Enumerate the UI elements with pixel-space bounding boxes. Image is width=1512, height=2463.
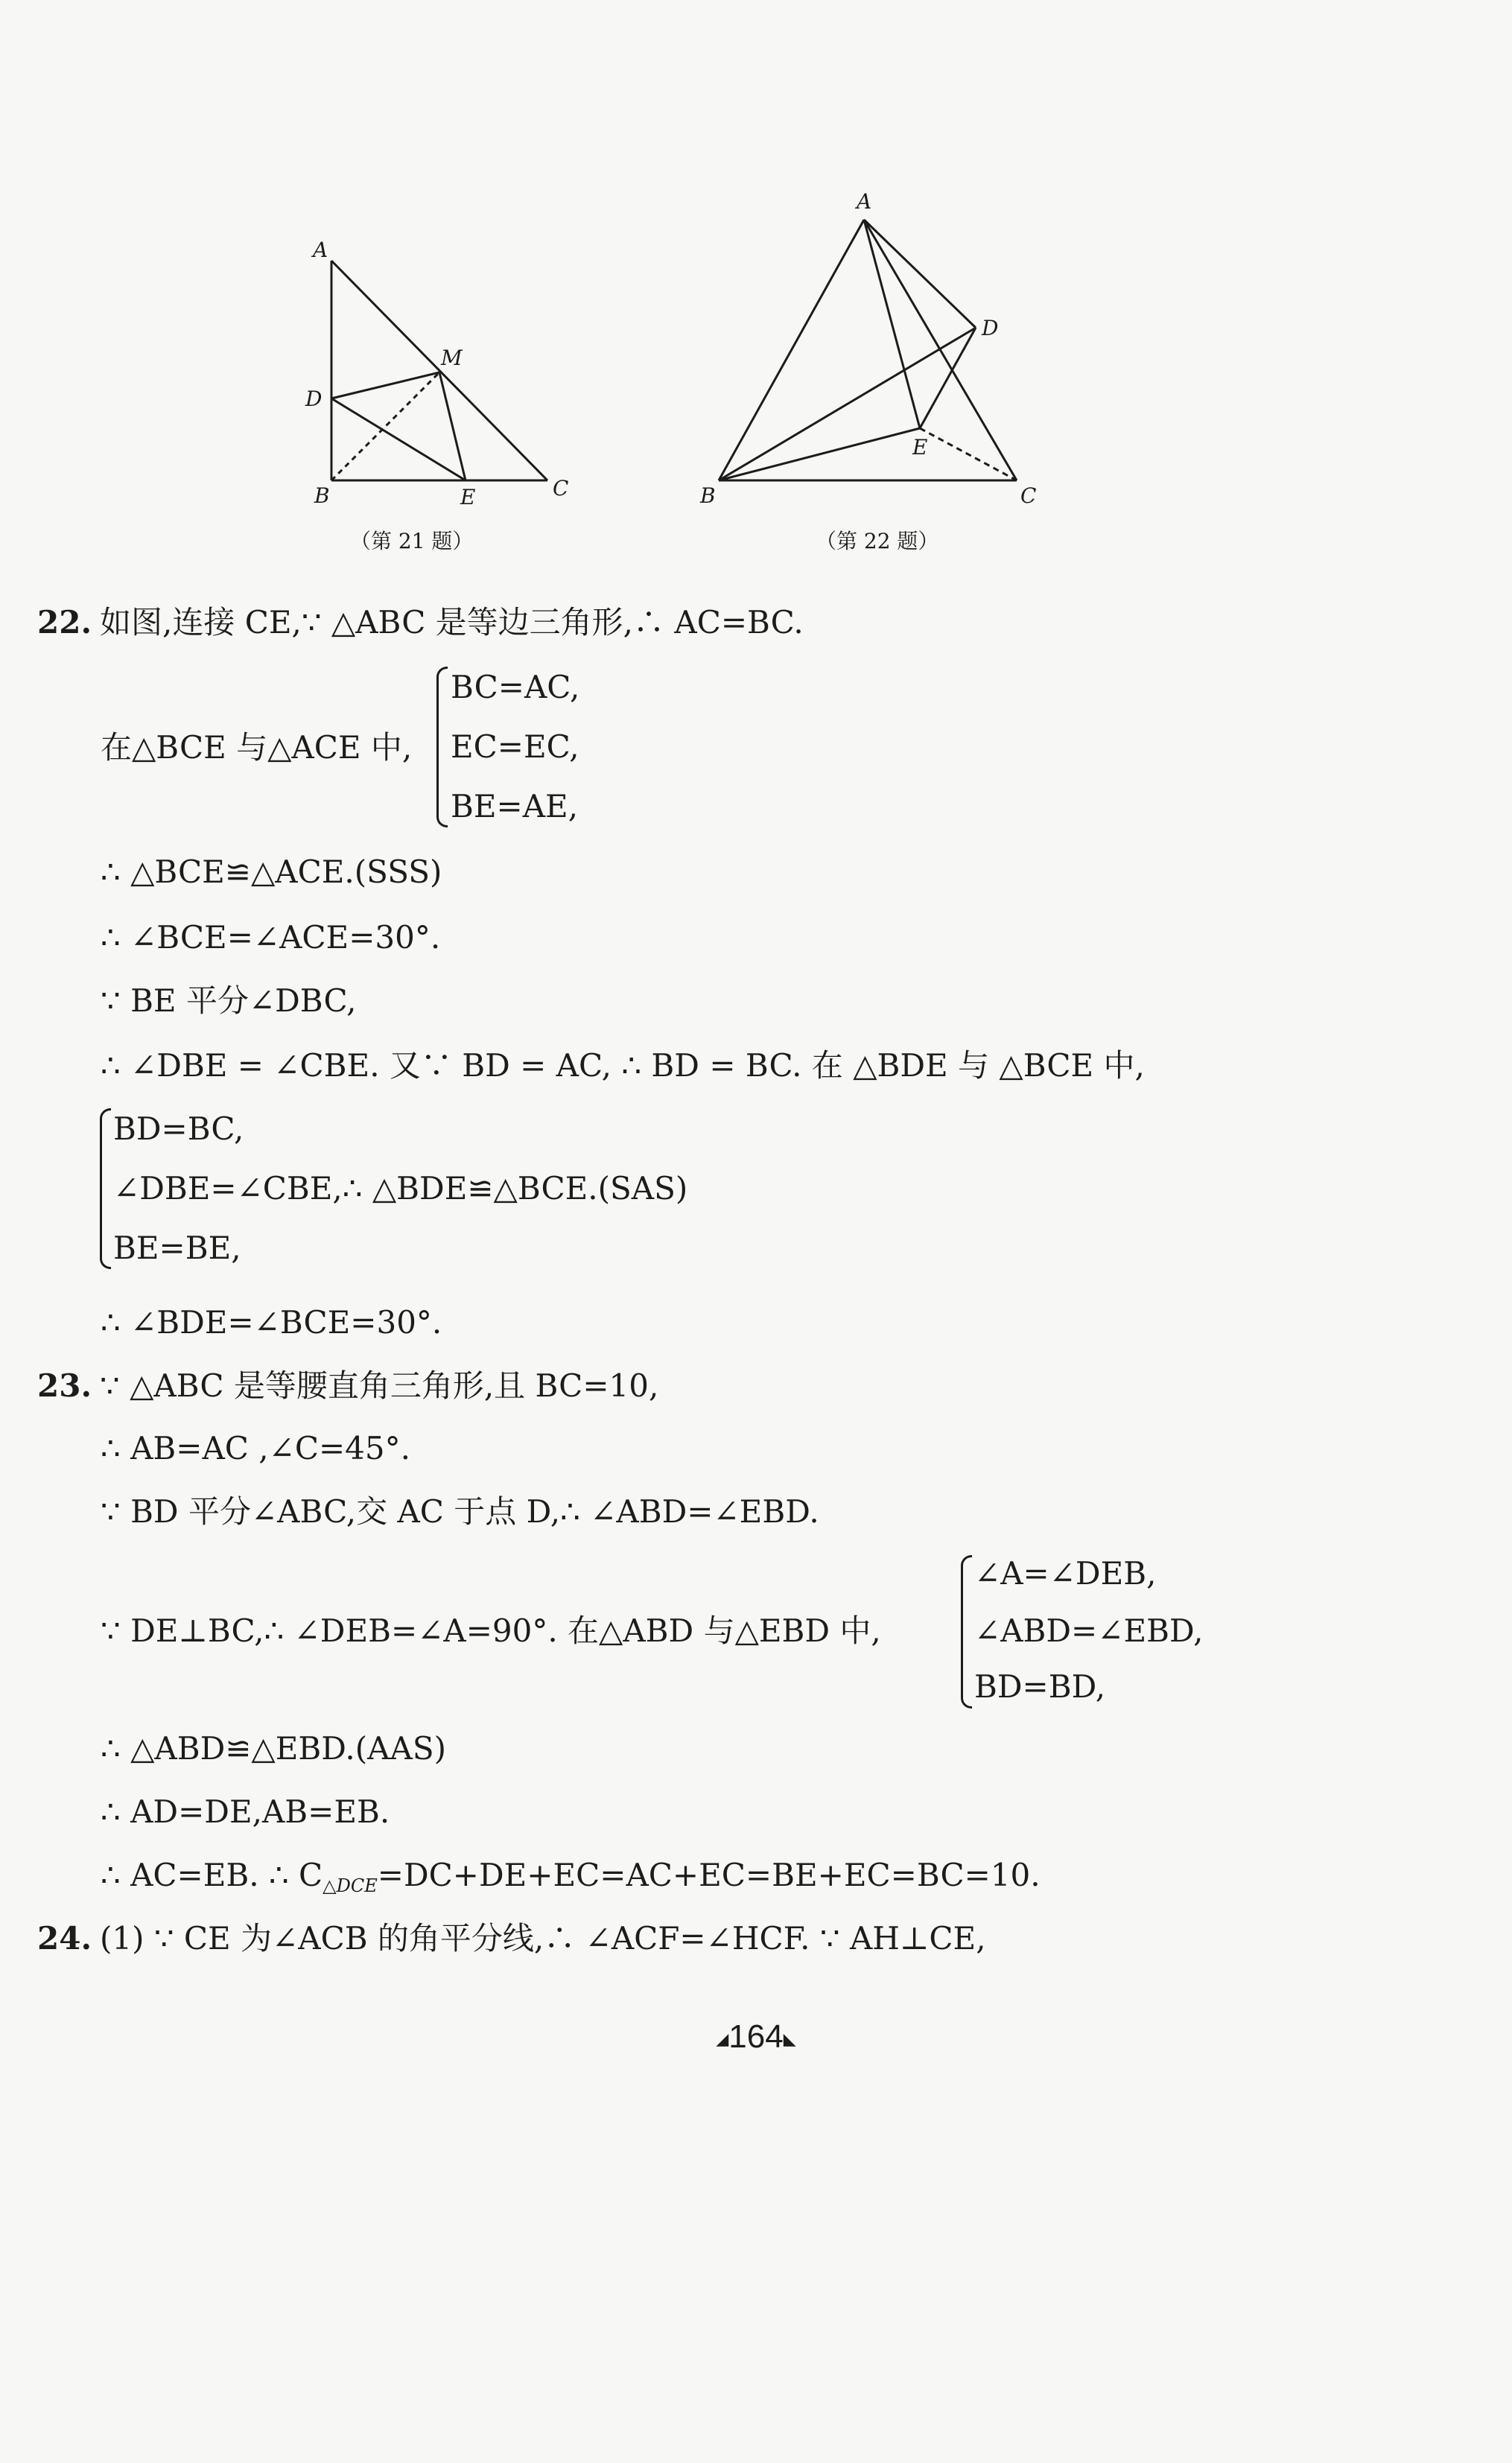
figure-22-caption: （第 22 题） <box>816 529 939 553</box>
q22-brace-2 <box>100 1108 111 1269</box>
figure-21 <box>298 238 581 506</box>
fig21-label-c: C <box>553 476 569 500</box>
q23-system-b: ∠ABD=∠EBD, <box>974 1612 1204 1649</box>
q24-text-1: (1) ∵ CE 为∠ACB 的角平分线,∴ ∠ACF=∠HCF. ∵ AH⊥CE, <box>100 1920 986 1957</box>
q23-text-1: ∵ △ABC 是等腰直角三角形,且 BC=10, <box>100 1367 659 1404</box>
q22-system-2-b: ∠DBE=∠CBE,∴ △BDE≌△BCE.(SAS) <box>113 1170 688 1207</box>
q22-brace-1 <box>436 667 448 827</box>
fig21-label-e: E <box>460 485 476 506</box>
q23-text-6b: =DC+DE+EC=AC+EC=BE+EC=BC=10. <box>377 1857 1041 1893</box>
q22-text-1: 如图,连接 CE,∵ △ABC 是等边三角形,∴ AC=BC. <box>100 604 804 641</box>
q22-system-1-a: BC=AC, <box>451 669 580 705</box>
q23-line-1 <box>37 1365 658 1407</box>
q23-number: 23. <box>37 1367 92 1404</box>
q22-system-1-c: BE=AE, <box>451 788 579 824</box>
q22-line-6: ∴ ∠DBE = ∠CBE. 又∵ BD = AC, ∴ BD = BC. 在 △BDE 与 △BCE 中, <box>101 1047 1145 1084</box>
q22-line-7: ∴ ∠BDE=∠BCE=30°. <box>101 1304 442 1341</box>
q23-line-6 <box>101 1855 1041 1907</box>
q22-line-1 <box>37 602 804 643</box>
fig21-label-d: D <box>305 387 323 411</box>
q22-number: 22. <box>37 604 92 641</box>
fig22-label-c: C <box>1020 483 1037 506</box>
q23-line-4: ∴ △ABD≌△EBD.(AAS) <box>101 1730 446 1767</box>
figure-22 <box>685 186 1058 506</box>
fig22-label-d: D <box>982 316 999 340</box>
q22-system-2-a: BD=BC, <box>113 1110 244 1147</box>
q24-number: 24. <box>37 1920 92 1957</box>
figure-21-caption: （第 21 题） <box>350 529 474 553</box>
q23-text-6-sub: △DCE <box>323 1875 378 1896</box>
q23-system-a: ∠A=∠DEB, <box>974 1555 1157 1592</box>
q22-system-2-c: BE=BE, <box>113 1230 241 1266</box>
q23-system-c: BD=BD, <box>974 1668 1106 1705</box>
q22-system-1-b: EC=EC, <box>451 728 579 765</box>
q23-line-2: ∴ AB=AC ,∠C=45°. <box>101 1430 410 1466</box>
q23-line-3: ∵ BD 平分∠ABC,交 AC 于点 D,∴ ∠ABD=∠EBD. <box>101 1493 819 1530</box>
page-marker-left-icon: ◢ <box>716 2030 729 2048</box>
q24-line-1 <box>37 1918 986 1960</box>
q22-line-5: ∵ BE 平分∠DBC, <box>101 982 357 1019</box>
fig21-label-m: M <box>441 346 463 370</box>
q22-line-4: ∴ ∠BCE=∠ACE=30°. <box>101 919 441 956</box>
q23-text-6a: ∴ AC=EB. ∴ C <box>101 1857 323 1893</box>
fig21-label-b: B <box>314 483 330 506</box>
page-marker-right-icon: ◣ <box>783 2030 796 2048</box>
q23-line-5: ∴ AD=DE,AB=EB. <box>101 1793 390 1830</box>
fig21-label-a: A <box>313 238 328 262</box>
page-number-text: 164 <box>728 2018 784 2055</box>
q23-brace <box>961 1555 972 1709</box>
q23-system-prefix: ∵ DE⊥BC,∴ ∠DEB=∠A=90°. 在△ABD 与△EBD 中, <box>101 1612 881 1649</box>
fig22-label-a: A <box>857 189 872 214</box>
q22-system-1-prefix: 在△BCE 与△ACE 中, <box>101 729 413 766</box>
fig22-label-b: B <box>700 483 716 506</box>
q22-line-3: ∴ △BCE≌△ACE.(SSS) <box>101 854 442 890</box>
page-number <box>0 2018 1512 2056</box>
fig22-label-e: E <box>912 435 928 460</box>
